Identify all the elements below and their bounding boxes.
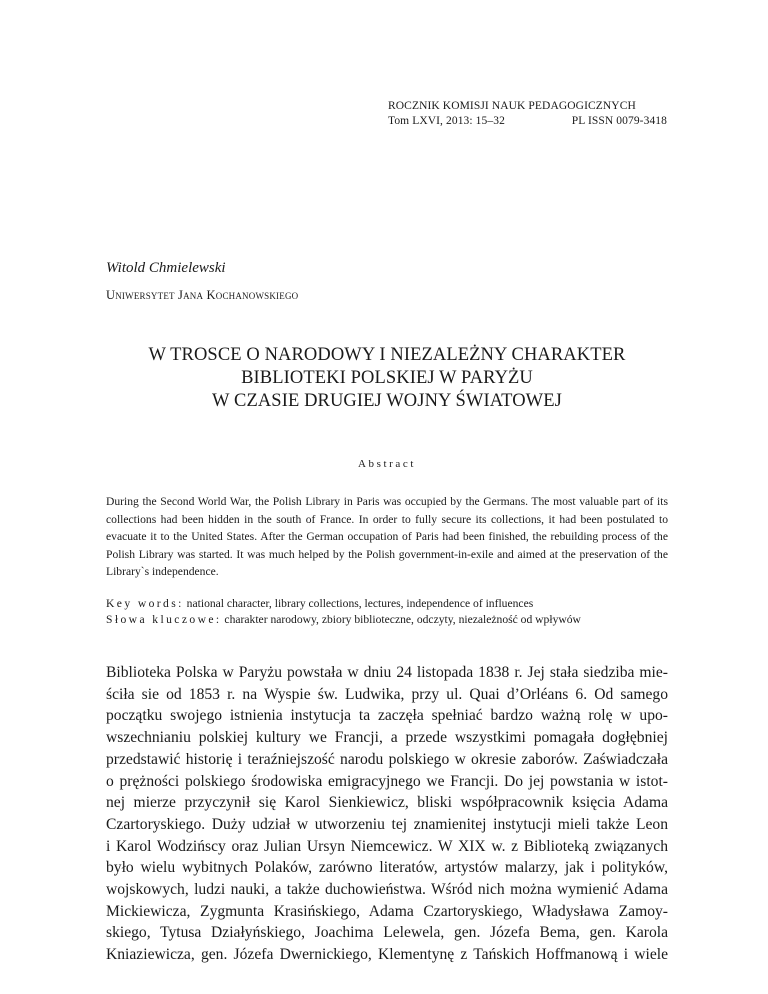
title-line: BIBLIOTEKI POLSKIEJ W PARYŻU [241,368,533,388]
journal-name: ROCZNIK KOMISJI NAUK PEDAGOGICZNYCH [388,100,636,112]
keywords-english-label: Key words: [106,597,184,610]
title-line: W CZASIE DRUGIEJ WOJNY ŚWIATOWEJ [212,391,562,411]
body-line: początku swojego istnienia instytucja ta zaczęła spełniać bardzo ważną rolę w upo- [106,707,668,725]
journal-header [388,99,678,129]
author-affiliation: Uniwersytet Jana Kochanowskiego [106,288,299,302]
body-line: Biblioteka Polska w Paryżu powstała w dniu 24 listopada 1838 r. Jej stała siedziba mie- [106,664,668,681]
body-line: przedstawić historię i teraźniejszość narodu polskiego w okresie zaborów. Zaświadczała [106,750,668,768]
body-line: o prężności polskiego środowiska emigracyjnego we Francji. Do jej powstania w istot- [106,772,668,790]
body-line: Mickiewicza, Zygmunta Krasińskiego, Adama Czartoryskiego, Władysława Zamoy- [106,902,668,920]
keywords [106,596,668,628]
abstract-heading: Abstract [357,458,417,470]
body-line: Czartoryskiego. Duży udział w utworzeniu tej znamienitej instytucji mieli także Leon [106,815,668,833]
title-line: W TROSCE O NARODOWY I NIEZALEŻNY CHARAKTER [148,345,626,365]
body-text [106,662,668,966]
abstract-text: During the Second World War, the Polish Library in Paris was occupied by the Germans. The most valuable part of its collections had been hidden in the south of France. In order to fully secure its collections, it had been postulated to evacuate it to the United States. After the German occupation of Paris had been finished, the rebuilding process of the Polish Library was started. It was much helped by the Polish government-in-exile and aimed at the preservation of the Library`s independence. [106,495,668,579]
author-name: Witold Chmielewski [106,260,226,276]
journal-issn: PL ISSN 0079-3418 [571,115,667,127]
journal-volume: Tom LXVI, 2013: 15–32 [388,115,505,127]
keywords-polish [106,612,668,628]
body-line: nej mierze przyczynił się Karol Sienkiewicz, bliski współpracownik księcia Adama [106,794,668,812]
keywords-polish-label: Słowa kluczowe: [106,613,222,626]
keywords-english [106,596,668,612]
body-line: było wielu wybitnych Polaków, zarówno literatów, artystów malarzy, jak i polityków, [106,859,668,877]
keywords-english-text: national character, library collections, lectures, independence of influences [183,597,534,610]
body-line: wojskowych, ludzi nauki, a także duchowieństwa. Wśród nich można wymienić Adama [106,881,668,899]
body-line: i Karol Wodzińscy oraz Julian Ursyn Niemcewicz. W XIX w. z Biblioteką związanych [106,837,668,855]
body-line: Kniaziewicza, gen. Józefa Dwernickiego, Klementynę z Tańskich Hoffmanową i wiele [106,946,668,964]
body-line: skiego, Tytusa Działyńskiego, Joachima Lelewela, gen. Józefa Bema, gen. Karola [106,924,668,942]
article-title [106,344,668,413]
body-line: wszechnianiu polskiej kultury we Francji, a przede wszystkimi pomagała dogłębniej [106,729,668,747]
keywords-polish-text: charakter narodowy, zbiory biblioteczne, odczyty, niezależność od wpływów [221,613,581,626]
body-line: ściła sie od 1853 r. na Wyspie św. Ludwika, przy ul. Quai d’Orléans 6. Od samego [106,685,668,703]
journal-details [388,114,667,129]
